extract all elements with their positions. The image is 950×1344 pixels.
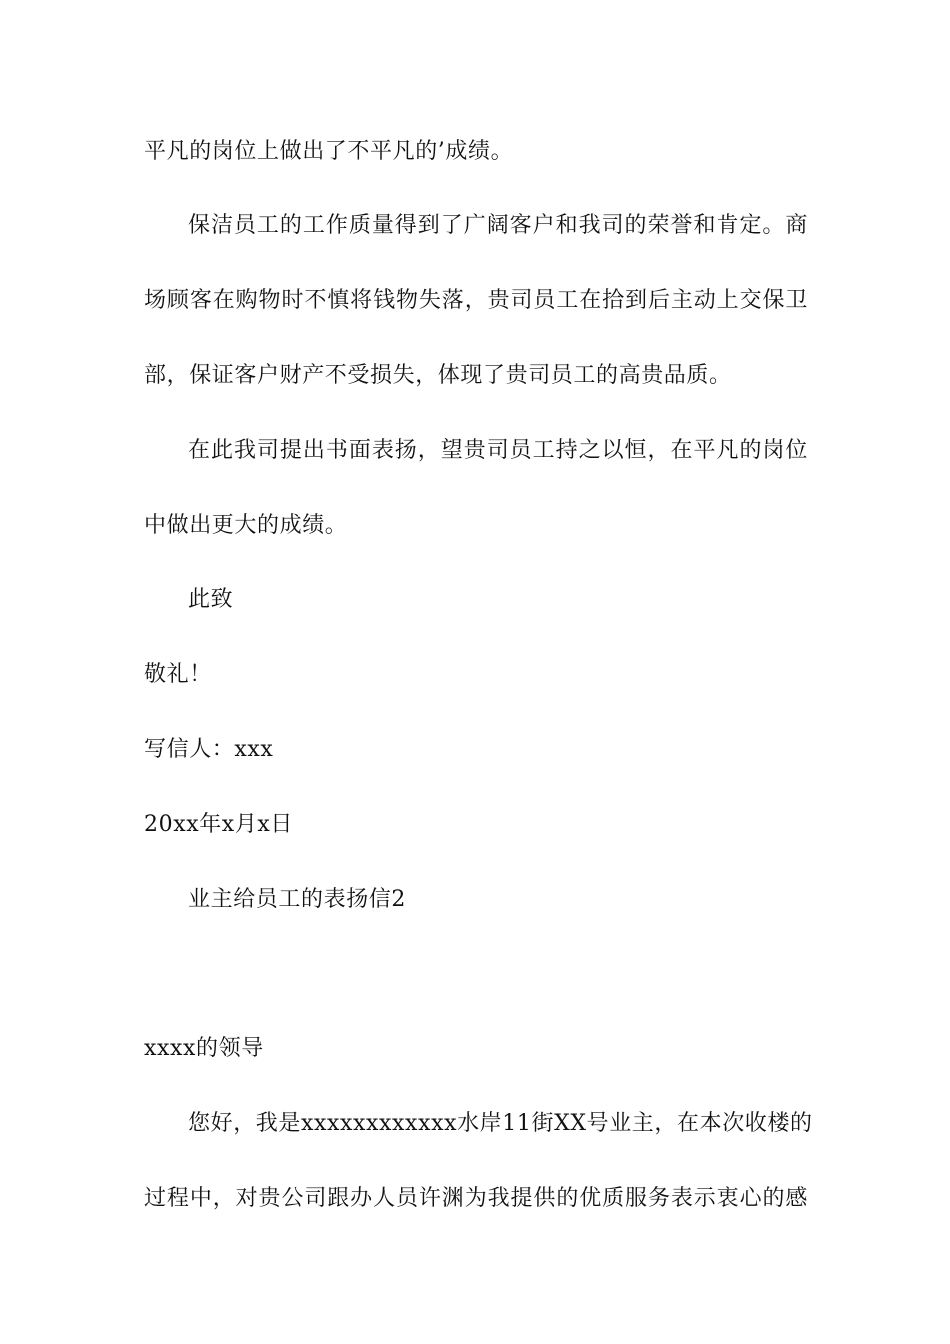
letter-recipient: xxxx的领导 <box>144 1036 264 1061</box>
signature-line: 写信人：xxx <box>144 737 274 762</box>
text-line: 平凡的岗位上做出了不平凡的’成绩。 <box>144 139 514 164</box>
text-line: 场顾客在购物时不慎将钱物失落，贵司员工在拾到后主动上交保卫 <box>144 288 808 313</box>
text-line: 保洁员工的工作质量得到了广阔客户和我司的荣誉和肯定。商 <box>188 213 808 238</box>
text-line: 部，保证客户财产不受损失，体现了贵司员工的高贵品质。 <box>144 363 732 388</box>
text-line: 您好，我是xxxxxxxxxxxx水岸11街XX号业主，在本次收楼的 <box>188 1111 813 1136</box>
text-line: 在此我司提出书面表扬，望贵司员工持之以恒，在平凡的岗位 <box>188 438 808 463</box>
closing-regards: 敬礼！ <box>144 662 212 687</box>
section-title: 业主给员工的表扬信2 <box>188 887 406 912</box>
text-line: 过程中，对贵公司跟办人员许渊为我提供的优质服务表示衷心的感 <box>144 1186 808 1211</box>
text-line: 中做出更大的成绩。 <box>144 513 348 538</box>
closing-salutation: 此致 <box>188 587 234 612</box>
date-line: 20xx年x月x日 <box>144 812 294 837</box>
